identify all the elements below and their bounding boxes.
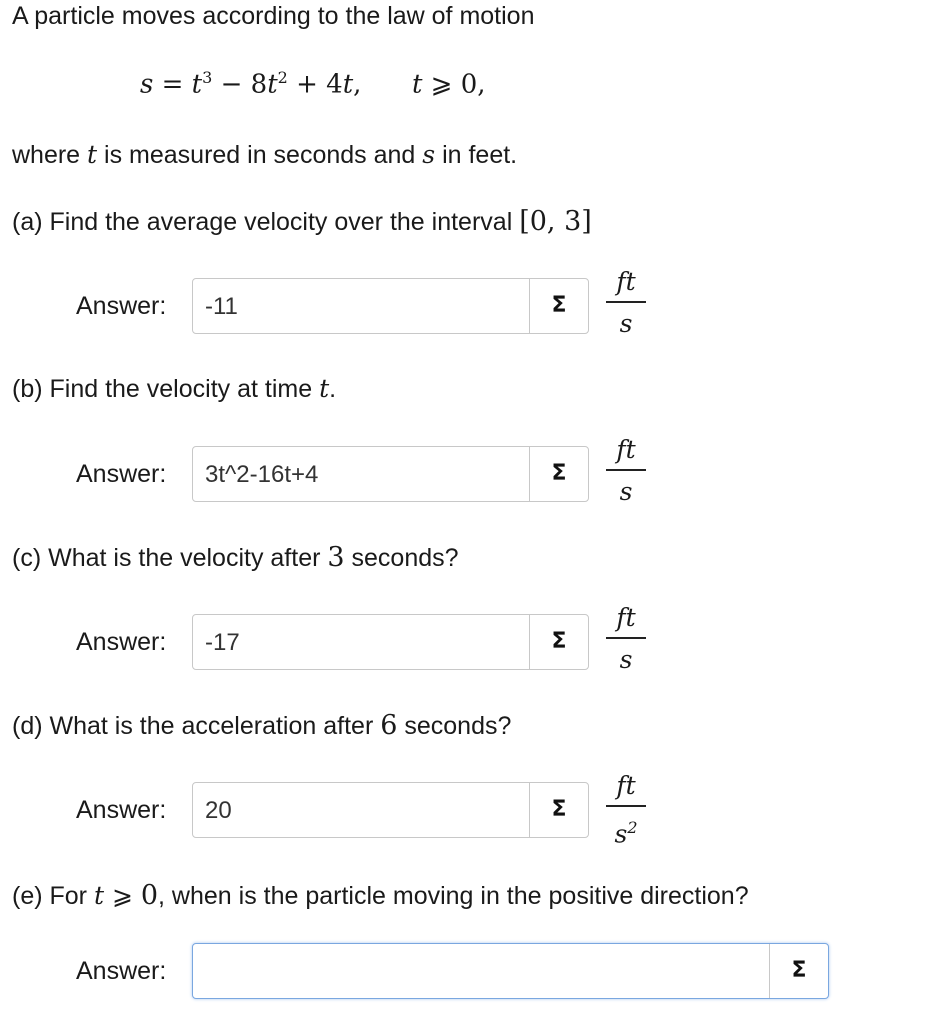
question-e-label: (e) For t ⩾ 0, when is the particle moving in the positive direction?	[12, 880, 749, 911]
unit-d: ft $s^2$	[606, 771, 646, 843]
unit-b: ft s	[606, 435, 646, 507]
sigma-icon[interactable]: Σ	[529, 615, 588, 669]
answer-b-value[interactable]: 3t^2-16t+4	[205, 461, 319, 488]
unit-c: ft s	[606, 603, 646, 675]
answer-b-field[interactable]	[192, 446, 589, 502]
answer-d-value[interactable]: 20	[205, 797, 232, 824]
unit-a: ft s	[606, 267, 646, 339]
question-a-label: (a) Find the average velocity over the interval [0, 3]	[12, 206, 592, 237]
answer-c-field[interactable]	[192, 614, 589, 670]
answer-a-value[interactable]: -11	[205, 293, 238, 320]
answer-e-label: Answer:	[76, 957, 167, 985]
answer-d-label: Answer:	[76, 796, 167, 824]
sigma-icon[interactable]: Σ	[529, 447, 588, 501]
motion-equation: $s = t^3 - 8t^2 + 4t$, t ⩾ 0,	[140, 68, 486, 100]
where-line: where t is measured in seconds and s in feet.	[12, 140, 518, 169]
answer-d-field[interactable]	[192, 782, 589, 838]
answer-a-field[interactable]	[192, 278, 589, 334]
answer-b-label: Answer:	[76, 460, 167, 488]
question-c-label: (c) What is the velocity after 3 seconds?	[12, 542, 459, 573]
sigma-icon[interactable]: Σ	[769, 944, 828, 998]
answer-c-label: Answer:	[76, 628, 167, 656]
answer-a-label: Answer:	[76, 292, 167, 320]
answer-e-field[interactable]	[192, 943, 829, 999]
sigma-icon[interactable]: Σ	[529, 783, 588, 837]
sigma-icon[interactable]: Σ	[529, 279, 588, 333]
answer-c-value[interactable]: -17	[205, 629, 240, 656]
intro-text: A particle moves according to the law of motion	[12, 2, 535, 30]
question-b-label: (b) Find the velocity at time t.	[12, 374, 337, 403]
question-d-label: (d) What is the acceleration after 6 seconds?	[12, 710, 512, 741]
